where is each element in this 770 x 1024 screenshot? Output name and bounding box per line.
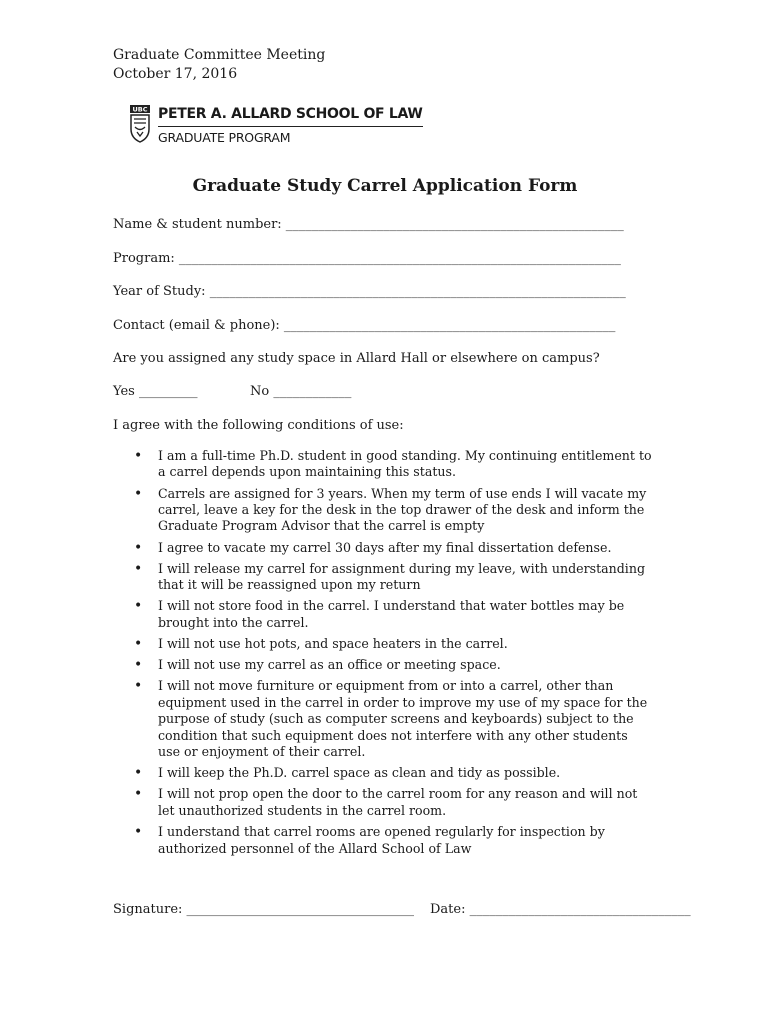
yes-field[interactable]: Yes _________ [113,384,198,399]
condition-item: • I agree to vacate my carrel 30 days after my final dissertation defense. [113,540,653,556]
svg-text:UBC: UBC [132,105,148,114]
condition-item: • I will not use my carrel as an office or meeting space. [113,657,653,673]
name-field[interactable]: Name & student number: ____________________________________________________ [113,217,624,232]
condition-item: • I will not store food in the carrel. I understand that water bottles may be brought into the carrel. [113,598,653,631]
date-field[interactable]: Date: __________________________________ [430,902,691,917]
meeting-header [113,46,325,84]
condition-item: • I understand that carrel rooms are opened regularly for inspection by authorized personnel of the Allard School of Law [113,824,653,857]
no-field[interactable]: No ____________ [250,384,352,399]
condition-item: • Carrels are assigned for 3 years. When my term of use ends I will vacate my carrel, leave a key for the desk in the top drawer of the desk and inform the Graduate Program Advisor that the carrel is empty [113,486,653,535]
condition-item: • I will not move furniture or equipment from or into a carrel, other than equipment used in the carrel in order to improve my use of my space for the purpose of study (such as computer screens and keyboards) subject to the condition that such equipment does not interfere with any other students use or enjoyment of their carrel. [113,678,653,760]
conditions-intro: I agree with the following conditions of use: [113,418,404,433]
ubc-crest-icon [130,105,150,143]
program-field[interactable]: Program: ____________________________________________________________________ [113,251,621,266]
space-question: Are you assigned any study space in Allard Hall or elsewhere on campus? [113,351,600,366]
school-logo [130,105,423,145]
school-name: PETER A. ALLARD SCHOOL OF LAW [158,105,423,127]
condition-item: • I will keep the Ph.D. carrel space as clean and tidy as possible. [113,765,653,781]
logo-text [158,105,423,145]
conditions-list [113,448,653,862]
condition-item: • I will release my carrel for assignment during my leave, with understanding that it will be reassigned upon my return [113,561,653,594]
form-title: Graduate Study Carrel Application Form [192,176,578,196]
signature-field[interactable]: Signature: ___________________________________ [113,902,415,917]
program-name: GRADUATE PROGRAM [158,130,291,145]
meeting-date: October 17, 2016 [113,66,238,82]
meeting-title: Graduate Committee Meeting [113,47,326,63]
contact-field[interactable]: Contact (email & phone): ___________________________________________________ [113,318,616,333]
condition-item: • I am a full-time Ph.D. student in good standing. My continuing entitlement to a carrel depends upon maintaining this status. [113,448,653,481]
year-field[interactable]: Year of Study: ________________________________________________________________ [113,284,626,299]
condition-item: • I will not use hot pots, and space heaters in the carrel. [113,636,653,652]
condition-item: • I will not prop open the door to the carrel room for any reason and will not let unauthorized students in the carrel room. [113,786,653,819]
